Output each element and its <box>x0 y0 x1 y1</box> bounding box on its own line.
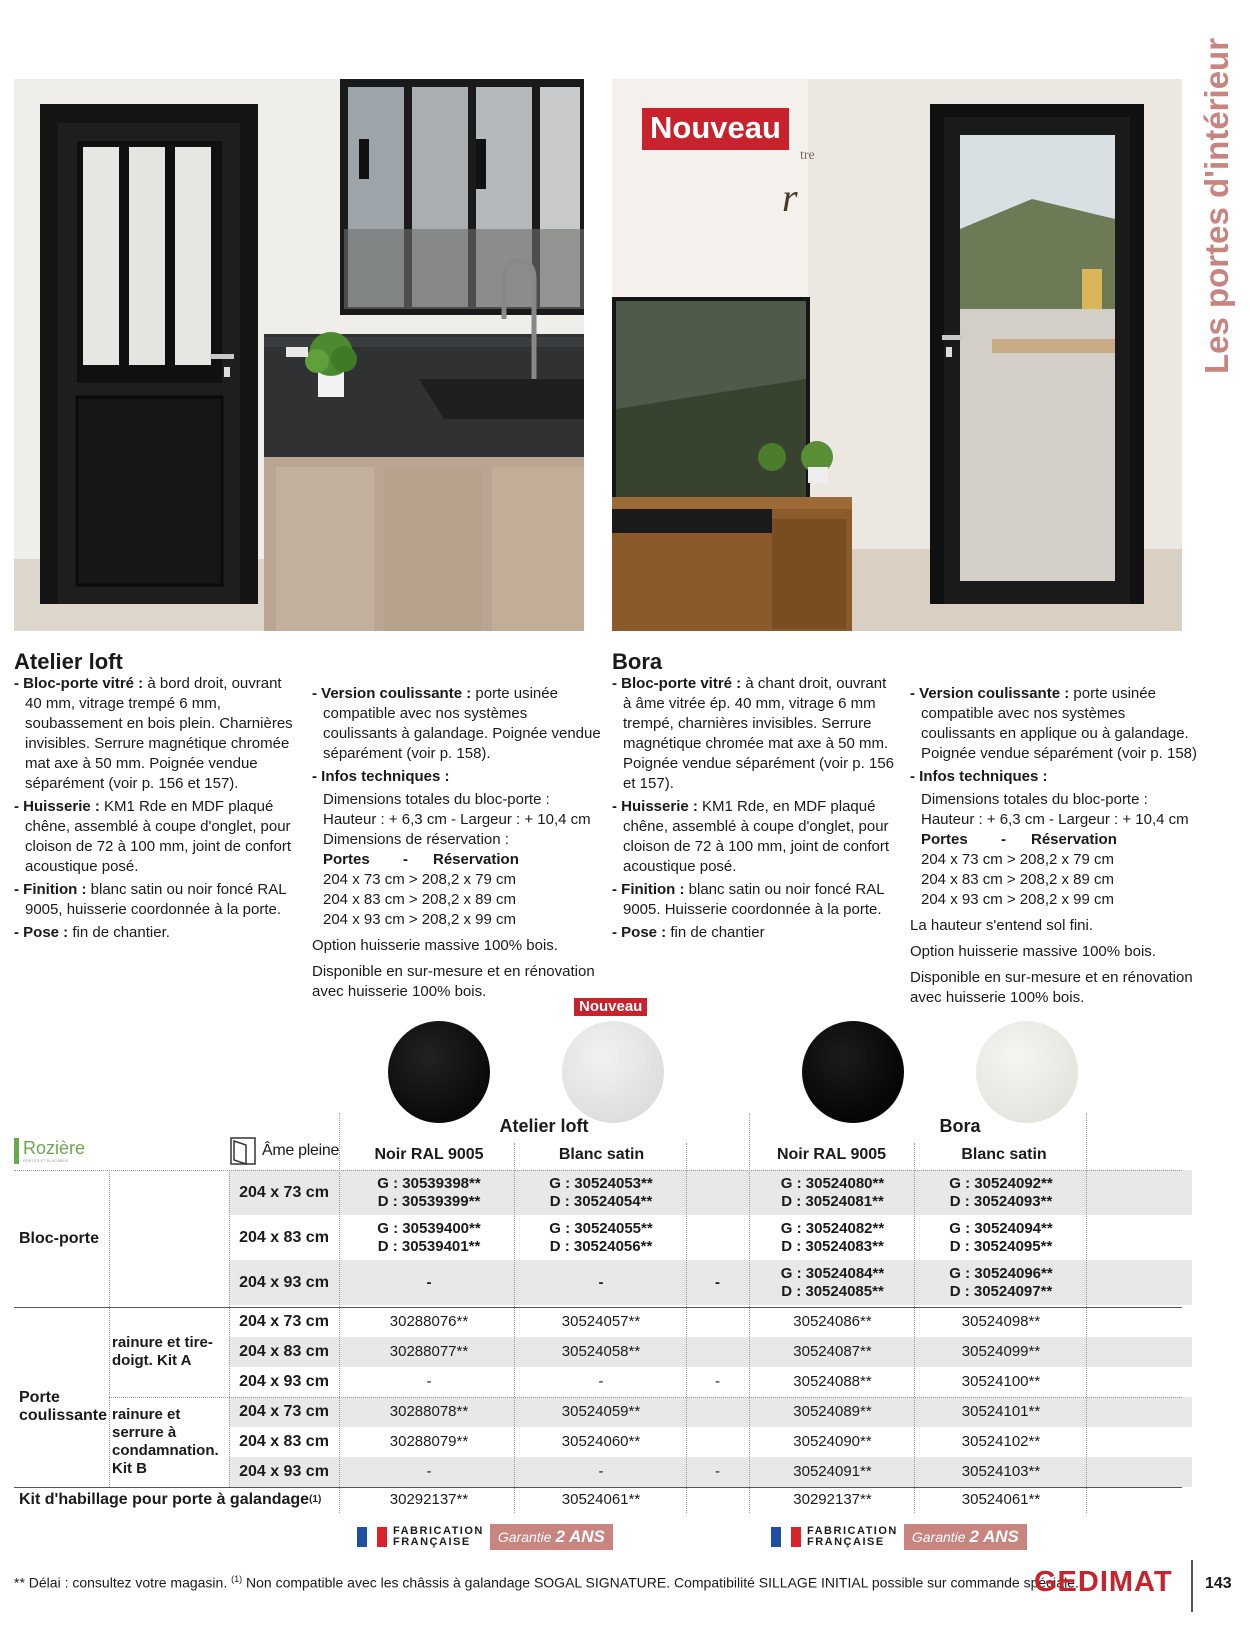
reference-cell: 30524060** <box>561 1433 641 1450</box>
reference-cell: 30524088** <box>793 1373 872 1390</box>
col-header: Noir RAL 9005 <box>776 1146 887 1163</box>
reference-table <box>14 1113 1182 1508</box>
france-flag-icon <box>771 1527 801 1547</box>
reference-cell: 30524086** <box>793 1313 872 1330</box>
size: 204 x 73 cm <box>239 1403 329 1420</box>
kit-row-label: Kit d'habillage pour porte à galandage (1) <box>19 1491 322 1508</box>
size: 204 x 73 cm <box>239 1183 329 1201</box>
spec-item: - Finition : blanc satin ou noir foncé RAL 9005. Huisserie coordonnée à la porte. <box>612 881 885 918</box>
new-badge-small: Nouveau <box>574 998 647 1016</box>
reference-cell: G : 30524092** D : 30524093** <box>949 1174 1053 1210</box>
reference-cell: G : 30524055** D : 30524056** <box>549 1219 653 1255</box>
note: Option huisserie massive 100% bois. <box>910 943 1156 960</box>
bora-tech <box>910 684 1200 1008</box>
group-header-bora: Bora <box>939 1116 981 1136</box>
reference-cell <box>686 1337 749 1367</box>
size: 204 x 93 cm <box>239 1273 329 1291</box>
reference-cell: 30524058** <box>561 1343 641 1360</box>
reference-cell <box>686 1307 749 1337</box>
tech-line: Hauteur : + 6,3 cm - Largeur : + 10,4 cm <box>323 811 591 828</box>
reference-cell: 30524087** <box>793 1343 872 1360</box>
reservation-row: 204 x 73 cm > 208,2 x 79 cm <box>323 871 517 888</box>
core-label: Âme pleine <box>262 1142 340 1159</box>
reference-cell: 30292137** <box>793 1491 872 1508</box>
section-title: Les portes d'intérieur <box>1198 37 1235 375</box>
reference-cell: - <box>426 1273 432 1291</box>
swatch-white <box>976 1021 1078 1123</box>
reference-cell: - <box>426 1373 432 1390</box>
footnote: ** Délai : consultez votre magasin. $^{(1)}$ Non compatible avec les châssis à galandage SOGAL SIGNATURE. Compatibilité SILLAGE INITIAL possible sur commande spéciale. <box>14 1574 1079 1591</box>
size: 204 x 93 cm <box>239 1373 329 1390</box>
reservation-row: 204 x 83 cm > 208,2 x 89 cm <box>921 871 1115 888</box>
divider <box>1191 1560 1193 1612</box>
reservation-row: 204 x 93 cm > 208,2 x 99 cm <box>323 911 517 928</box>
size: 204 x 83 cm <box>239 1343 329 1360</box>
reference-cell: 30288076** <box>389 1313 469 1330</box>
note: Disponible en sur-mesure et en rénovation avec huisserie 100% bois. <box>910 969 1193 1006</box>
reference-cell: 30524101** <box>961 1403 1041 1420</box>
sliding-version: - Version coulissante : porte usinée compatible avec nos systèmes coulissants à galandage. Poignée vendue séparément (voir p. 158). <box>312 685 601 762</box>
atelier-loft-description <box>14 649 299 946</box>
tech-line: Hauteur : + 6,3 cm - Largeur : + 10,4 cm <box>921 811 1189 828</box>
size: 204 x 93 cm <box>239 1463 329 1480</box>
reference-cell: - <box>598 1273 604 1291</box>
spec-item: - Pose : fin de chantier <box>612 924 765 941</box>
reference-cell <box>686 1170 749 1215</box>
sliding-version: - Version coulissante : porte usinée compatible avec nos systèmes coulissants en applique ou à galandage. Poignée vendue séparément (voir p. 158) <box>910 685 1198 762</box>
door-icon <box>230 1137 256 1165</box>
guarantee-badge: Garantie 2 ANS <box>490 1524 613 1550</box>
reference-cell: 30524057** <box>561 1313 641 1330</box>
tech-label: - Infos techniques : <box>910 768 1048 785</box>
tech-line: Dimensions totales du bloc-porte : <box>921 791 1148 808</box>
reference-cell: G : 30524094** D : 30524095** <box>949 1219 1053 1255</box>
reservation-head: Portes - Réservation <box>921 831 1117 848</box>
reference-cell: 30288077** <box>389 1343 469 1360</box>
bora-description <box>612 649 897 946</box>
spec-item: - Bloc-porte vitré : à bord droit, ouvrant 40 mm, vitrage trempé 6 mm, soubassement en bois plein. Charnières invisibles. Serrure magnétique chromée mat axe à 50 mm. Poignée vendue séparément (voir p. 156 et 157). <box>14 675 293 792</box>
reservation-head: Portes - Réservation <box>323 851 519 868</box>
swatch-black <box>388 1021 490 1123</box>
reference-cell: 30288078** <box>389 1403 469 1420</box>
reference-cell: 30524102** <box>961 1433 1041 1450</box>
row-group-sliding: Porte coulissante <box>19 1389 108 1424</box>
reference-cell: - <box>598 1463 604 1480</box>
reference-cell: 30524061** <box>961 1491 1041 1508</box>
reference-cell: - <box>598 1373 604 1390</box>
reference-cell: G : 30539398** D : 30539399** <box>377 1174 481 1210</box>
reference-cell: G : 30524084** D : 30524085** <box>780 1264 885 1300</box>
reference-cell: - <box>715 1373 720 1390</box>
spec-item: - Pose : fin de chantier. <box>14 924 170 941</box>
bora-photo <box>612 79 1182 631</box>
col-header: Noir RAL 9005 <box>374 1146 484 1163</box>
col-header: Blanc satin <box>558 1146 645 1163</box>
reference-cell: - <box>715 1273 720 1291</box>
reference-cell: 30524089** <box>793 1403 872 1420</box>
tech-label: - Infos techniques : <box>312 768 450 785</box>
atelier-loft-tech <box>312 684 602 1002</box>
spec-item: - Huisserie : KM1 Rde, en MDF plaqué chêne, assemblé à coupe d'onglet, pour cloison de 72 à 100 mm, joint de confort acoustique posé. <box>612 798 889 875</box>
spec-item: - Huisserie : KM1 Rde en MDF plaqué chêne, assemblé à coupe d'onglet, pour cloison de 72 à 100 mm, joint de confort acoustique posé. <box>14 798 291 875</box>
reference-cell: 30524061** <box>561 1491 641 1508</box>
col-header: Blanc satin <box>961 1146 1047 1163</box>
swatch-white <box>562 1021 664 1123</box>
row-group-bloc-porte: Bloc-porte <box>19 1229 99 1247</box>
reference-cell <box>686 1487 749 1513</box>
reservation-row: 204 x 73 cm > 208,2 x 79 cm <box>921 851 1115 868</box>
reference-cell: 30524099** <box>961 1343 1041 1360</box>
roziere-logo: Rozière PORTES ET PLACARDS <box>14 1138 114 1164</box>
spec-item: - Finition : blanc satin ou noir foncé RAL 9005, huisserie coordonnée à la porte. <box>14 881 287 918</box>
reference-cell: 30524100** <box>961 1373 1041 1390</box>
spec-item: - Bloc-porte vitré : à chant droit, ouvrant à âme vitrée ép. 40 mm, vitrage 6 mm trempé, charnières invisibles. Serrure magnétique chromée mat axe à 50 mm. Poignée vendue séparément (voir p. 156 et 157). <box>612 675 895 792</box>
made-in-france-1: FABRICATION FRANÇAISE Garantie 2 ANS <box>357 1524 613 1550</box>
product-title: Bora <box>612 649 663 674</box>
france-flag-icon <box>357 1527 387 1547</box>
reference-cell: G : 30524080** D : 30524081** <box>780 1174 885 1210</box>
reference-cell: - <box>426 1463 432 1480</box>
swatch-black <box>802 1021 904 1123</box>
note: Option huisserie massive 100% bois. <box>312 937 558 954</box>
reference-cell: - <box>715 1463 720 1480</box>
reference-cell: 30524059** <box>561 1403 641 1420</box>
kit-b-label: rainure et serrure à condamnation. Kit B <box>112 1406 219 1477</box>
svg-text:r: r <box>782 175 798 220</box>
svg-text:tre: tre <box>800 148 815 163</box>
guarantee-badge: Garantie 2 ANS <box>904 1524 1027 1550</box>
reference-cell <box>686 1215 749 1260</box>
new-badge: Nouveau <box>642 108 789 150</box>
reference-cell: 30288079** <box>389 1433 469 1450</box>
reference-cell: 30524103** <box>961 1463 1041 1480</box>
reference-cell: G : 30539400** D : 30539401** <box>377 1219 481 1255</box>
reference-cell: G : 30524053** D : 30524054** <box>549 1174 653 1210</box>
kit-a-label: rainure et tire-doigt. Kit A <box>112 1334 213 1369</box>
gedimat-logo: GEDIMAT <box>1034 1566 1173 1598</box>
group-header-atelier-loft: Atelier loft <box>499 1116 589 1136</box>
reference-cell: 30524091** <box>793 1463 872 1480</box>
reservation-row: 204 x 93 cm > 208,2 x 99 cm <box>921 891 1115 908</box>
reference-cell: G : 30524082** D : 30524083** <box>780 1219 885 1255</box>
note: Disponible en sur-mesure et en rénovation avec huisserie 100% bois. <box>312 963 595 1000</box>
reservation-row: 204 x 83 cm > 208,2 x 89 cm <box>323 891 517 908</box>
reference-cell <box>686 1427 749 1457</box>
product-title: Atelier loft <box>14 649 123 674</box>
note: La hauteur s'entend sol fini. <box>910 917 1093 934</box>
reference-cell: 30524090** <box>793 1433 872 1450</box>
size: 204 x 73 cm <box>239 1313 329 1330</box>
atelier-loft-photo <box>14 79 584 631</box>
reference-cell: 30524098** <box>961 1313 1041 1330</box>
size: 204 x 83 cm <box>239 1228 329 1246</box>
made-in-france-2: FABRICATION FRANÇAISE Garantie 2 ANS <box>771 1524 1027 1550</box>
reference-cell <box>686 1397 749 1427</box>
tech-line: Dimensions totales du bloc-porte : <box>323 791 550 808</box>
page-number: 143 <box>1205 1575 1232 1592</box>
size: 204 x 83 cm <box>239 1433 329 1450</box>
tech-line: Dimensions de réservation : <box>323 831 509 848</box>
reference-cell: 30292137** <box>389 1491 469 1508</box>
reference-cell: G : 30524096** D : 30524097** <box>949 1264 1053 1300</box>
